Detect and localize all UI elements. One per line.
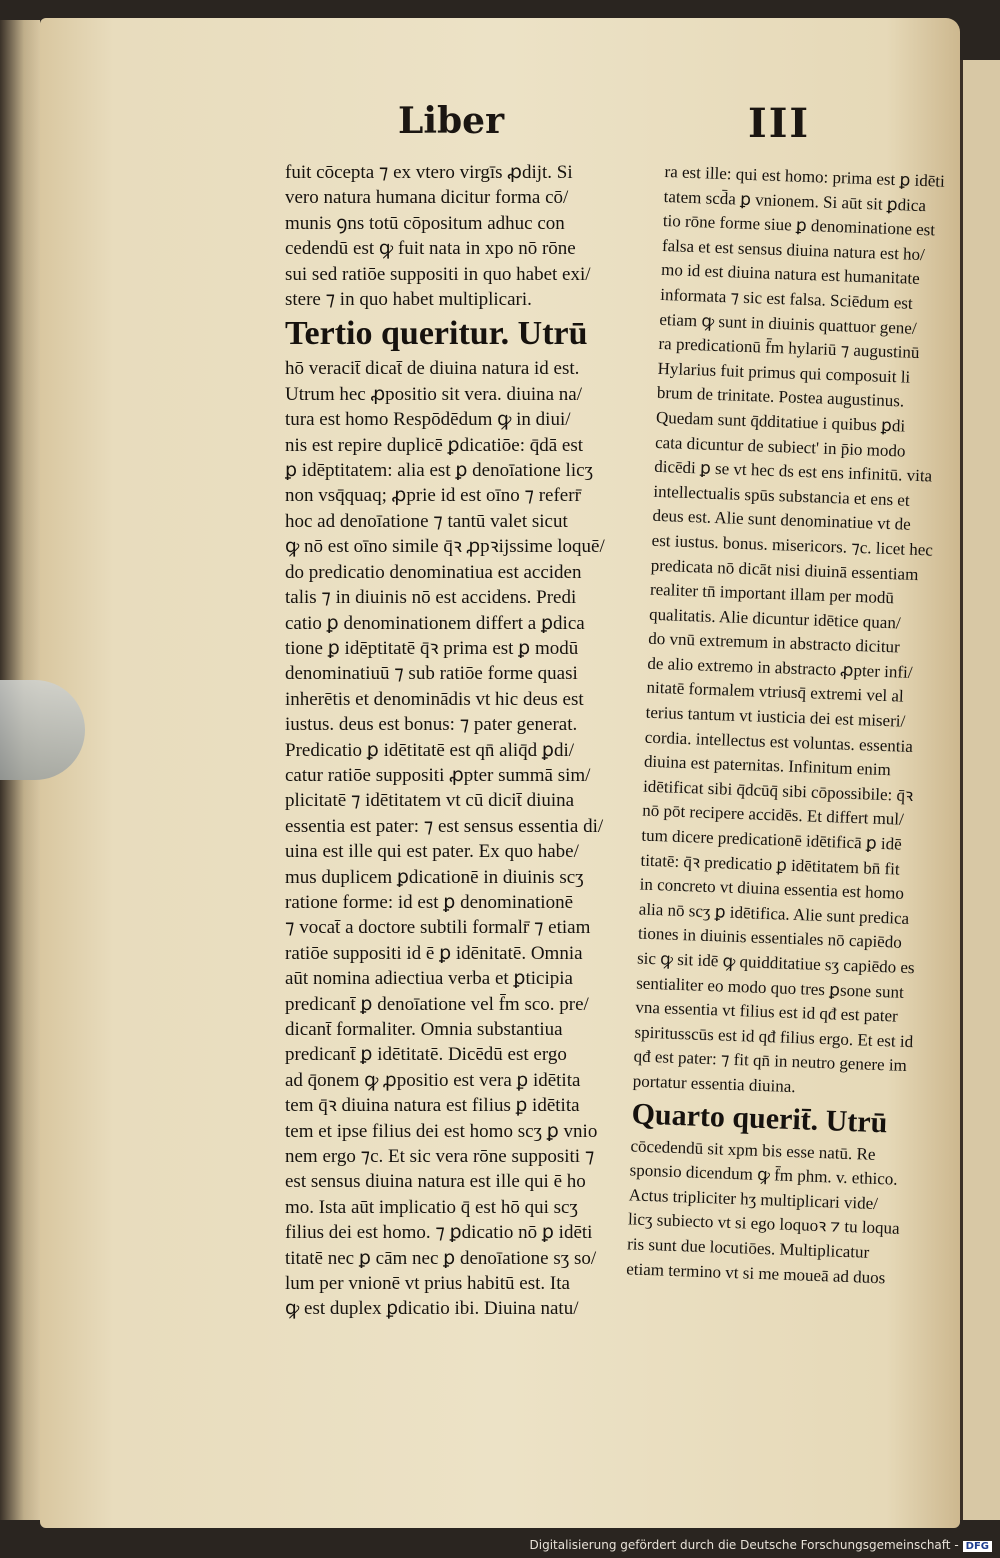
text-line: ratiōe suppositi id ē ꝑ idēnitatē. Omnia xyxy=(285,942,583,964)
text-line: vero natura humana dicitur forma cō/ xyxy=(285,187,569,209)
text-line: Predicatio ꝑ idētitatē est qn̄ aliq̄d ꝑdi/ xyxy=(285,739,574,761)
text-line: sic ꝙ sit idē ꝙ quidditatiue sʒ capiēdo es xyxy=(636,948,915,978)
text-line: nem ergo ⁊c. Et sic vera rōne suppositi ⁊ xyxy=(285,1146,595,1168)
text-line: Quarto querit̄. Utrū xyxy=(631,1096,888,1139)
text-line: nitatē formalem vtriusq̄ extremi vel al xyxy=(646,678,905,707)
text-line: tione ꝑ idēptitatē q̄ꝛ prima est ꝑ modū xyxy=(285,637,579,659)
text-line: mo id est diuina natura est humanitate xyxy=(660,260,921,289)
running-header-right: III xyxy=(748,100,811,147)
text-line: Quedam sunt q̄dditatiue i quibus ꝑdi xyxy=(655,407,906,436)
text-line: ra predicationū f̄m hylariū ⁊ augustinū xyxy=(658,334,920,363)
text-line: Hylarius fuit primus qui composuit li xyxy=(657,358,911,387)
text-line: tem et ipse filius dei est homo scʒ ꝑ vnio xyxy=(285,1120,598,1142)
text-line: fuit cōcepta ⁊ ex vtero virgīs ꝓdijt. Si xyxy=(285,162,573,183)
text-line: dicēdi ꝑ se vt hec ds est ens infinitū. vita xyxy=(653,456,933,486)
text-line: tatem scd̄a ꝑ vnionem. Si aūt sit ꝑdica xyxy=(663,186,927,215)
footer-credit xyxy=(530,1538,993,1552)
text-line: spiritusscūs est id qđ filius ergo. Et est id xyxy=(634,1022,914,1051)
text-line: non vsq̄quaq; ꝓprie id est oīno ⁊ referr̄ xyxy=(285,485,581,507)
text-line: mus duplicem ꝑdicationē in diuinis scʒ xyxy=(285,866,584,888)
text-line: cōcedendū sit xpm bis esse natū. Re xyxy=(630,1135,876,1164)
text-line: predicant̄ ꝑ denoīatione vel f̄m sco. pre/ xyxy=(285,993,589,1015)
text-line: sentialiter eo modo quo tres ꝑsone sunt xyxy=(635,973,905,1002)
text-line: ris sunt due locutiōes. Multiplicatur xyxy=(626,1234,870,1262)
text-line: ꝙ nō est oīno simile q̄ꝛ ꝓpꝛijssime loquē/ xyxy=(285,536,605,558)
text-line: tum dicere predicationē idētificā ꝑ idē xyxy=(641,825,903,854)
text-line: qđ est pater: ⁊ fit qn̄ in neutro genere im xyxy=(633,1046,908,1076)
next-page-edge xyxy=(960,60,1000,1520)
text-line: catio ꝑ denominationem differt a ꝑdica xyxy=(285,612,585,634)
text-line: brum de trinitate. Postea augustinus. xyxy=(656,383,905,411)
text-line: hoc ad denoīatione ⁊ tantū valet sicut xyxy=(285,510,568,532)
text-line: plicitatē ⁊ idētitatem vt cū dicit̄ diuina xyxy=(285,790,575,812)
text-line: nō pōt recipere accidēs. Et differt mul/ xyxy=(641,801,905,830)
text-line: ꝙ est duplex ꝑdicatio ibi. Diuina natu/ xyxy=(285,1298,579,1320)
text-line: inherētis et denominādis vt hic deus est xyxy=(285,688,584,710)
text-line: predicata nō dicāt nisi diuinā essentiam xyxy=(650,555,919,584)
text-line: sponsio dicendum ꝙ f̄m phm. v. ethico. xyxy=(629,1160,898,1189)
text-line: lum per vnionē vt prius habitū est. Ita xyxy=(285,1273,570,1295)
text-line: tio rōne forme siue ꝑ denominatione est xyxy=(662,211,936,240)
dfg-logo: DFG xyxy=(963,1541,992,1552)
text-line: ꝑ idēptitatem: alia est ꝑ denoīatione licʒ xyxy=(285,460,593,482)
text-line: ad q̄onem ꝙ ꝓpositio est vera ꝑ idētita xyxy=(285,1069,581,1091)
text-line: etiam termino vt si me moueā ad duos xyxy=(625,1258,886,1287)
text-line: tiones in diuinis essentiales nō capiēdo xyxy=(637,923,903,953)
text-line: talis ⁊ in diuinis nō est accidens. Predi xyxy=(285,587,577,609)
text-column-left xyxy=(285,160,660,1322)
text-line: ratione forme: id est ꝑ denominationē xyxy=(285,891,574,913)
text-line: Tertio queritur. Utrū xyxy=(285,315,588,353)
text-line: titatē nec ꝑ cām nec ꝑ denoīatione sʒ so/ xyxy=(285,1247,597,1269)
footer-text: Digitalisierung gefördert durch die Deutsche Forschungsgemeinschaft - xyxy=(529,1538,959,1552)
text-line: essentia est pater: ⁊ est sensus essentia di/ xyxy=(285,815,604,837)
text-line: cedendū est ꝙ fuit nata in xpo nō rōne xyxy=(285,238,576,260)
text-line: portatur essentia diuina. xyxy=(632,1071,796,1097)
text-line: terius tantum vt iusticia dei est miseri/ xyxy=(645,702,906,731)
text-line: hō veracit̄ dicat̄ de diuina natura id est. xyxy=(285,358,580,380)
text-line: stere ⁊ in quo habet multiplicari. xyxy=(285,289,532,311)
text-line: intellectualis spūs substancia et ens et xyxy=(653,481,910,510)
text-line: idētificat sibi q̄dcūq̄ sibi cōpossibile: q̄ꝛ xyxy=(642,776,914,805)
text-line: aūt nomina adiectiua verba et ꝑticipia xyxy=(285,968,573,990)
text-column-right xyxy=(626,160,955,1292)
text-line: tura est homo Respōdēdum ꝙ in diui/ xyxy=(285,409,571,431)
text-line: catur ratiōe suppositi ꝓpter summā sim/ xyxy=(285,764,591,786)
text-line: qualitatis. Alie dicuntur idētice quan/ xyxy=(648,604,901,633)
text-line: ra est ille: qui est homo: prima est ꝑ idēti xyxy=(664,161,946,191)
text-line: vna essentia vt filius est id qđ est pater xyxy=(635,997,899,1026)
text-line: etiam ꝙ sunt in diuinis quattuor gene/ xyxy=(659,309,917,338)
text-line: nis est repire duplicē ꝑdicatiōe: q̄dā est xyxy=(285,434,584,456)
text-line: alia nō scʒ ꝑ idētifica. Alie sunt predica xyxy=(638,899,910,928)
text-line: de alio extremo in abstracto ꝓpter infi/ xyxy=(647,653,913,682)
text-line: mo. Ista aūt implicatio q̄ est hō qui scʒ xyxy=(285,1196,578,1218)
text-line: dicant̄ formaliter. Omnia substantiua xyxy=(285,1019,563,1040)
running-header-left: Liber xyxy=(398,100,505,142)
text-line: do vnū extremum in abstracto dicitur xyxy=(647,628,901,657)
text-line: in concreto vt diuina essentia est homo xyxy=(639,874,905,903)
text-line: tem q̄ꝛ diuina natura est filius ꝑ idētita xyxy=(285,1095,580,1117)
text-line: diuina est paternitas. Infinitum enim xyxy=(643,751,892,780)
text-line: cata dicuntur de subiect' in p̄io modo xyxy=(654,432,906,461)
text-line: ⁊ vocat̄ a doctore subtili formalr̄ ⁊ etiam xyxy=(285,917,591,939)
text-line: Utrum hec ꝓpositio sit vera. diuina na/ xyxy=(285,383,583,405)
text-line: munis ꝯns totū cōpositum adhuc con xyxy=(285,212,565,234)
text-line: uina est ille qui est pater. Ex quo habe/ xyxy=(285,841,579,863)
text-line: do predicatio denominatiua est acciden xyxy=(285,561,582,583)
text-line: est sensus diuina natura est ille qui ē ho xyxy=(285,1171,586,1193)
text-line: falsa et est sensus diuina natura est ho/ xyxy=(661,235,926,264)
text-line: licʒ subiecto vt si ego loquoꝛ ⁊ tu loqua xyxy=(627,1209,900,1239)
text-line: est iustus. bonus. misericors. ⁊c. licet hec xyxy=(651,530,934,560)
text-line: denominatiuū ⁊ sub ratiōe forme quasi xyxy=(285,663,578,685)
text-line: filius dei est homo. ⁊ ꝑdicatio nō ꝑ idēti xyxy=(285,1222,593,1244)
text-line: realiter tn̄ important illam per modū xyxy=(649,579,895,608)
text-line: Actus tripliciter hʒ multiplicari vide/ xyxy=(628,1185,879,1213)
text-line: cordia. intellectus est voluntas. essentia xyxy=(644,727,914,756)
text-line: iustus. deus est bonus: ⁊ pater generat. xyxy=(285,714,578,736)
text-line: predicant̄ ꝑ idētitatē. Dicēdū est ergo xyxy=(285,1044,567,1066)
text-line: titatē: q̄ꝛ predicatio ꝑ idētitatem bn̄ fit xyxy=(640,850,901,879)
text-line: deus est. Alie sunt denominatiue vt de᷑ xyxy=(652,506,925,535)
text-line: sui sed ratiōe suppositi in quo habet exi/ xyxy=(285,263,591,285)
text-line: informata ⁊ sic est falsa. Sciēdum est xyxy=(659,284,914,313)
